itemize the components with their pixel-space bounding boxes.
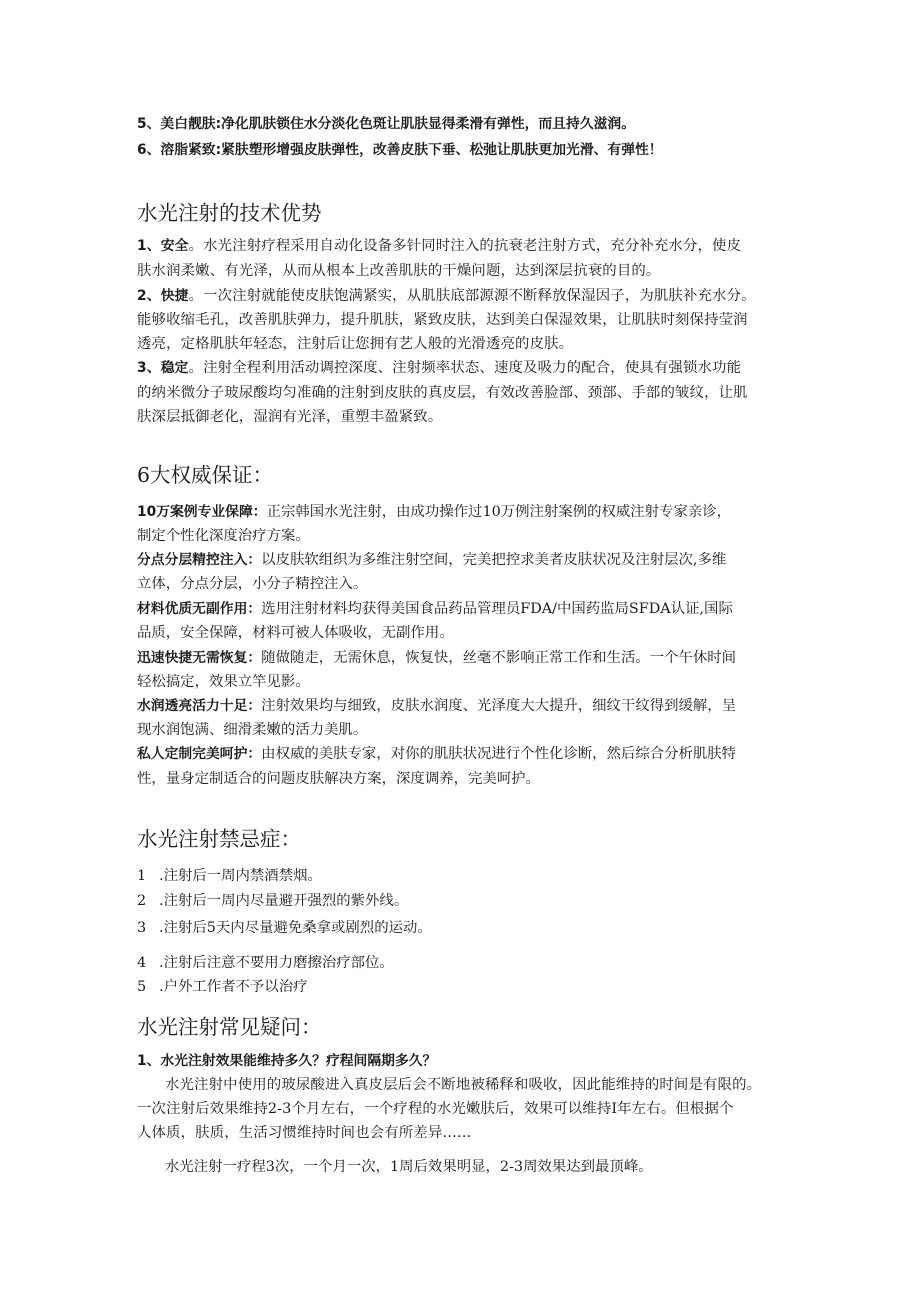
guarantee-1-line2: 制定个性化深度治疗方案。	[137, 528, 310, 544]
tech-p2-line3: 透亮，定格肌肤年轻态，注射后让您拥有艺人般的光滑透亮的皮肤。	[137, 336, 574, 352]
tech-p3-label: 3、稳定	[137, 360, 189, 376]
tech-p3-line3: 肤深层抵御老化，湿润有光泽，重塑丰盈紧致。	[137, 409, 443, 425]
tech-p1-line1: 1、安全。水光注射疗程采用自动化设备多针同时注入的抗衰老注射方式，充分补充水分，使皮	[137, 238, 742, 254]
tech-p2-label: 2、快捷	[137, 288, 189, 304]
intro-item-6: 6、溶脂紧致:紧肤塑形增强皮肤弹性，改善皮肤下垂、松弛让肌肤更加光滑、有弹性！	[137, 142, 663, 158]
guarantee-4-line2: 轻松搞定，效果立竿见影。	[137, 674, 310, 690]
guarantee-3-line1: 材料优质无副作用：选用注射材料均获得美国食品药品管理员FDA/中国药监局SFDA认证,国际	[137, 601, 733, 617]
contra-item-2: 2 .注射后一周内尽量避开强烈的紫外线。	[137, 893, 409, 909]
guarantee-heading: 6大权威保证：	[137, 463, 274, 487]
contra-item-3: 3 .注射后5天内尽量避免桑拿或剧烈的运动。	[137, 920, 432, 936]
contra-item-4: 4 .注射后注意不要用力磨擦治疗部位。	[137, 955, 394, 971]
tech-heading: 水光注射的技术优势	[137, 201, 322, 225]
guarantee-6-label: 私人定制完美呵护：	[137, 746, 262, 762]
guarantee-3-line2: 品质，安全保障，材料可被人体吸收，无副作用。	[137, 625, 454, 641]
guarantee-1-line1: 10万案例专业保障：正宗韩国水光注射，由成功操作过10万例注射案例的权威注射专家亲诊，	[137, 504, 732, 520]
guarantee-5-line1: 水润透亮活力十足：注射效果均与细致，皮肤水润度、光泽度大大提升，细纹干纹得到缓解，呈	[137, 698, 737, 714]
tech-p2-line1: 2、快捷。一次注射就能使皮肤饱满紧实，从肌肤底部源源不断释放保湿因子，为肌肤补充水分。	[137, 288, 756, 304]
faq-answer-1-line3: 人体质，肤质，生活习惯维持时间也会有所差异……	[137, 1125, 472, 1141]
tech-p1-label: 1、安全	[137, 238, 189, 254]
tech-p3-line2: 的纳米微分子玻尿酸均匀准确的注射到皮肤的真皮层，有效改善脸部、颈部、手部的皱纹，让肌	[137, 385, 748, 401]
guarantee-5-label: 水润透亮活力十足：	[137, 698, 262, 714]
guarantee-2-line2: 立体，分点分层，小分子精控注入。	[137, 576, 368, 592]
faq-answer-1-line1: 水光注射中使用的玻尿酸进入真皮层后会不断地被稀释和吸收，因此能维持的时间是有限的。	[165, 1077, 762, 1093]
guarantee-1-label: 10万案例专业保障：	[137, 504, 267, 520]
faq-answer-1-line2: 一次注射后效果维持2-3个月左右，一个疗程的水光嫩肤后，效果可以维持I年左右。但根据个	[137, 1101, 734, 1117]
tech-p1-line2: 肤水润柔嫩、有光泽，从而从根本上改善肌肤的干燥问题，达到深层抗衰的目的。	[137, 263, 661, 279]
intro-item-5: 5、美白靓肤:净化肌肤锁住水分淡化色斑让肌肤显得柔滑有弹性，而且持久滋润。	[137, 116, 636, 132]
contra-item-1: 1 .注射后一周内禁酒禁烟。	[137, 868, 322, 884]
guarantee-5-line2: 现水润饱满、细滑柔嫩的活力美肌。	[137, 722, 368, 738]
guarantee-6-line1: 私人定制完美呵护：由权威的美肤专家，对你的肌肤状况进行个性化诊断，然后综合分析肌肤特	[137, 746, 737, 762]
guarantee-2-label: 分点分层精控注入：	[137, 552, 262, 568]
faq-answer-2: 水光注射一疗程3次，一个月一次，1周后效果明显，2-3周效果达到最顶峰。	[165, 1159, 653, 1175]
faq-heading: 水光注射常见疑问：	[137, 1015, 322, 1039]
guarantee-4-line1: 迅速快捷无需恢复：随做随走，无需休息，恢复快，丝毫不影响正常工作和生活。一个午休时间	[137, 650, 737, 666]
guarantee-4-label: 迅速快捷无需恢复：	[137, 650, 262, 666]
contra-item-5: 5 .户外工作者不予以治疗	[137, 979, 308, 995]
tech-p3-line1: 3、稳定。注射全程利用活动调控深度、注射频率状态、速度及吸力的配合，使具有强锁水功能	[137, 360, 742, 376]
tech-p2-line2: 能够收缩毛孔，改善肌肤弹力，提升肌肤，紧致皮肤，达到美白保湿效果，让肌肤时刻保持莹润	[137, 312, 748, 328]
guarantee-3-label: 材料优质无副作用：	[137, 601, 262, 617]
faq-question-1: 1、水光注射效果能维持多久？疗程间隔期多久？	[137, 1053, 437, 1069]
guarantee-6-line2: 性，量身定制适合的问题皮肤解决方案，深度调养，完美呵护。	[137, 771, 540, 787]
contra-heading: 水光注射禁忌症：	[137, 827, 301, 851]
guarantee-2-line1: 分点分层精控注入：以皮肤软组织为多维注射空间，完美把控求美者皮肤状况及注射层次,多维	[137, 552, 727, 568]
